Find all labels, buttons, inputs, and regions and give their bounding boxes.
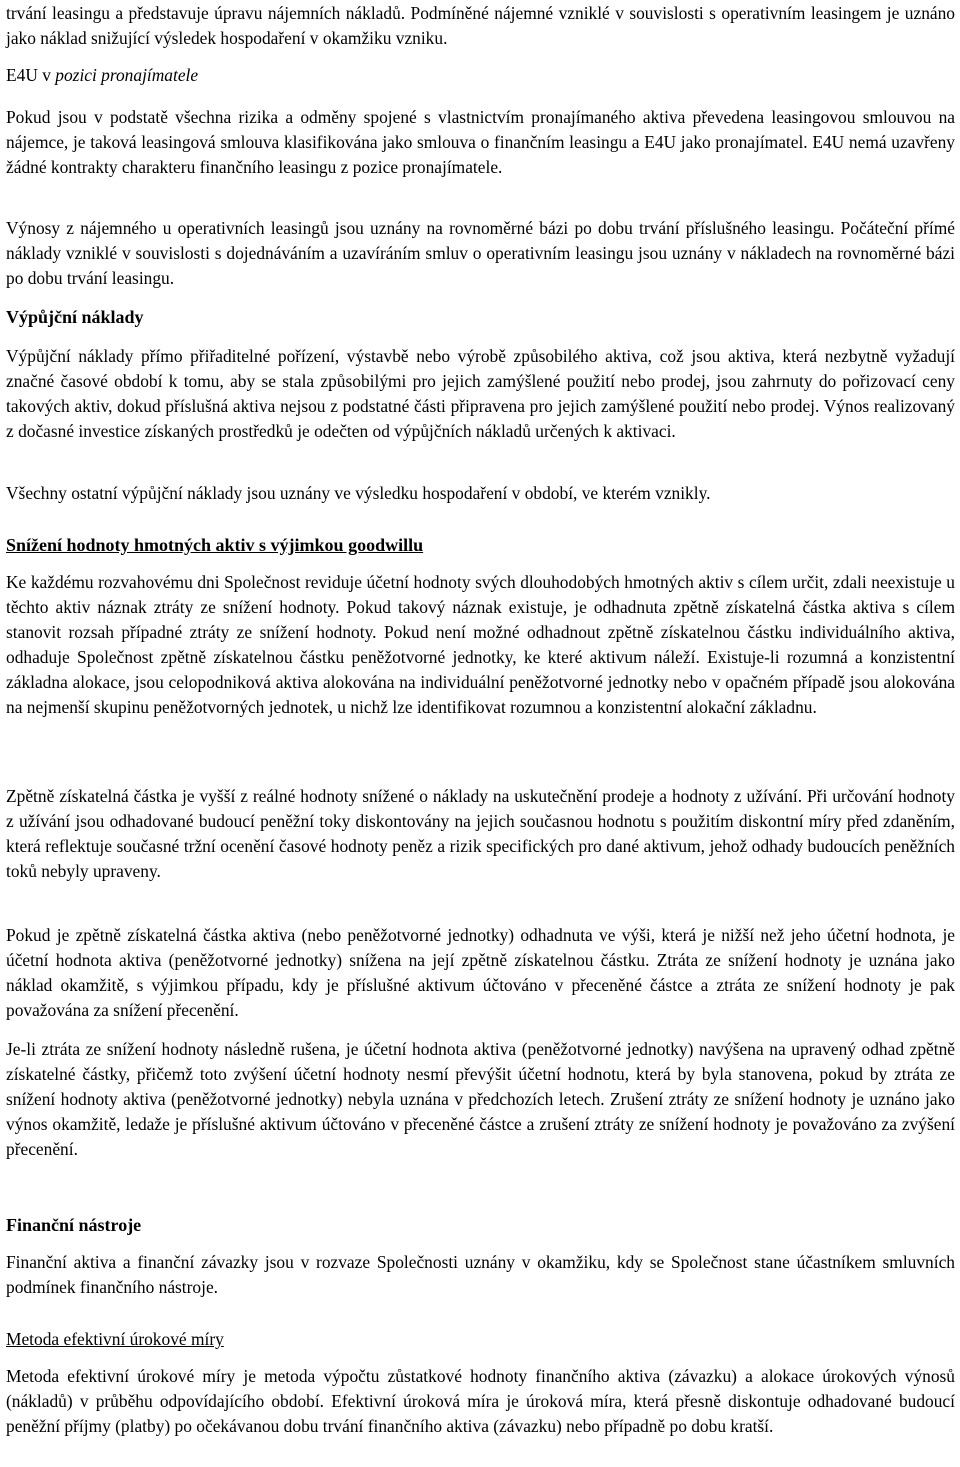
lessor-paragraph-1: Pokud jsou v podstatě všechna rizika a odměny spojené s vlastnictvím pronajímaného aktiva převedena leasingovou smlouvou na nájemce, je taková leasingová smlouva klasifikována jako smlouva o finančním leasingu a E4U jako pronajímatel. E4U nemá uzavřeny žádné kontrakty charakteru finančního leasingu z pozice pronajímatele. xyxy=(6,107,955,177)
impairment-paragraph-2: Zpětně získatelná částka je vyšší z reálné hodnoty snížené o náklady na uskutečnění prodeje a hodnoty z užívání. Při určování hodnoty z užívání jsou odhadované budoucí peněžní toky diskontovány na jejich současnou hodnotu s použitím diskontní míry před zdaněním, která reflektuje současné tržní ocenění časové hodnoty peněz a rizik specifických pro dané aktivum, jehož odhady budoucích peněžních toků nebyly upraveny. xyxy=(6,786,955,881)
borrowing-heading: Výpůjční náklady xyxy=(6,307,144,327)
eir-paragraph-1: Metoda efektivní úrokové míry je metoda výpočtu zůstatkové hodnoty finančního aktiva (závazku) a alokace úrokových výnosů (nákladů) v průběhu odpovídajícího období. Efektivní úroková míra je úroková míra, která přesně diskontuje odhadované budoucí peněžní příjmy (platby) po očekávanou dobu trvání finančního aktiva (závazku) nebo případně po dobu kratší. xyxy=(6,1366,955,1436)
impairment-paragraph-3: Pokud je zpětně získatelná částka aktiva (nebo peněžotvorné jednotky) odhadnuta ve výši, která je nižší než jeho účetní hodnota, je účetní hodnota aktiva (peněžotvorné jednotky) snížena na její zpětně získatelnou částku. Ztráta ze snížení hodnoty je uznána jako náklad okamžitě, s výjimkou případu, kdy je příslušné aktivum účtováno v přeceněné částce a ztráta ze snížení hodnoty je pak považována za snížení přecenění. xyxy=(6,925,955,1020)
impairment-paragraph-4: Je-li ztráta ze snížení hodnoty následně rušena, je účetní hodnota aktiva (peněžotvorné jednotky) navýšena na upravený odhad zpětně získatelné částky, přičemž toto zvýšení účetní hodnoty nesmí převýšit účetní hodnotu, která by byla stanovena, pokud by ztráta ze snížení hodnoty aktiva (peněžotvorné jednotky) nebyla uznána v předchozích letech. Zrušení ztráty ze snížení hodnoty je uznáno jako výnos okamžitě, ledaže je příslušné aktivum účtováno v přeceněné částce a zrušení ztráty ze snížení hodnoty je považováno za zvýšení přecenění. xyxy=(6,1039,955,1159)
lessor-paragraph-2: Výnosy z nájemného u operativních leasingů jsou uznány na rovnoměrné bázi po dobu trvání příslušného leasingu. Počáteční přímé náklady vzniklé v souvislosti s dojednáváním a uzavíráním smluv o operativním leasingu jsou uznány v nákladech na rovnoměrné bázi po dobu trvání leasingu. xyxy=(6,218,955,288)
impairment-paragraph-1: Ke každému rozvahovému dni Společnost reviduje účetní hodnoty svých dlouhodobých hmotných aktiv s cílem určit, zdali neexistuje u těchto aktiv náznak ztráty ze snížení hodnoty. Pokud takový náznak existuje, je odhadnuta zpětně získatelná částka aktiva s cílem stanovit rozsah případné ztráty ze snížení hodnoty. Pokud není možné odhadnout zpětně získatelnou částku individuálního aktiva, odhaduje Společnost zpětně získatelnou částku peněžotvorné jednotky, ke které aktivum náleží. Existuje-li rozumná a konzistentní základna alokace, jsou celopodniková aktiva alokována na individuální peněžotvorné jednotky nebo v opačném případě jsou alokována na nejmenší skupinu peněžotvorných jednotek, u nichž lze identifikovat rozumnou a konzistentní alokační základnu. xyxy=(6,572,955,717)
lessor-heading-prefix: E4U v xyxy=(6,65,56,85)
eir-heading: Metoda efektivní úrokové míry xyxy=(6,1329,224,1349)
lessor-heading xyxy=(6,63,955,88)
borrowing-paragraph-2: Všechny ostatní výpůjční náklady jsou uznány ve výsledku hospodaření v období, ve kterém vznikly. xyxy=(6,483,711,503)
lessor-heading-italic: pozici pronajímatele xyxy=(55,65,199,85)
impairment-heading: Snížení hodnoty hmotných aktiv s výjimkou goodwillu xyxy=(6,535,424,555)
intro-paragraph: trvání leasingu a představuje úpravu nájemních nákladů. Podmíněné nájemné vzniklé v souvislosti s operativním leasingem je uznáno jako náklad snižující výsledek hospodaření v okamžiku vzniku. xyxy=(6,3,955,48)
instruments-paragraph-1: Finanční aktiva a finanční závazky jsou v rozvaze Společnosti uznány v okamžiku, kdy se Společnost stane účastníkem smluvních podmínek finančního nástroje. xyxy=(6,1252,955,1297)
borrowing-paragraph-1: Výpůjční náklady přímo přiřaditelné pořízení, výstavbě nebo výrobě způsobilého aktiva, což jsou aktiva, která nezbytně vyžadují značné časové období k tomu, aby se stala způsobilými pro jejich zamýšlené použití nebo prodej, jsou zahrnuty do pořizovací ceny takových aktiv, dokud příslušná aktiva nejsou z podstatné části připravena pro jejich zamýšlené použití nebo prodej. Výnos realizovaný z dočasné investice získaných prostředků je odečten od výpůjčních nákladů určených k aktivaci. xyxy=(6,346,955,441)
instruments-heading: Finanční nástroje xyxy=(6,1215,142,1235)
